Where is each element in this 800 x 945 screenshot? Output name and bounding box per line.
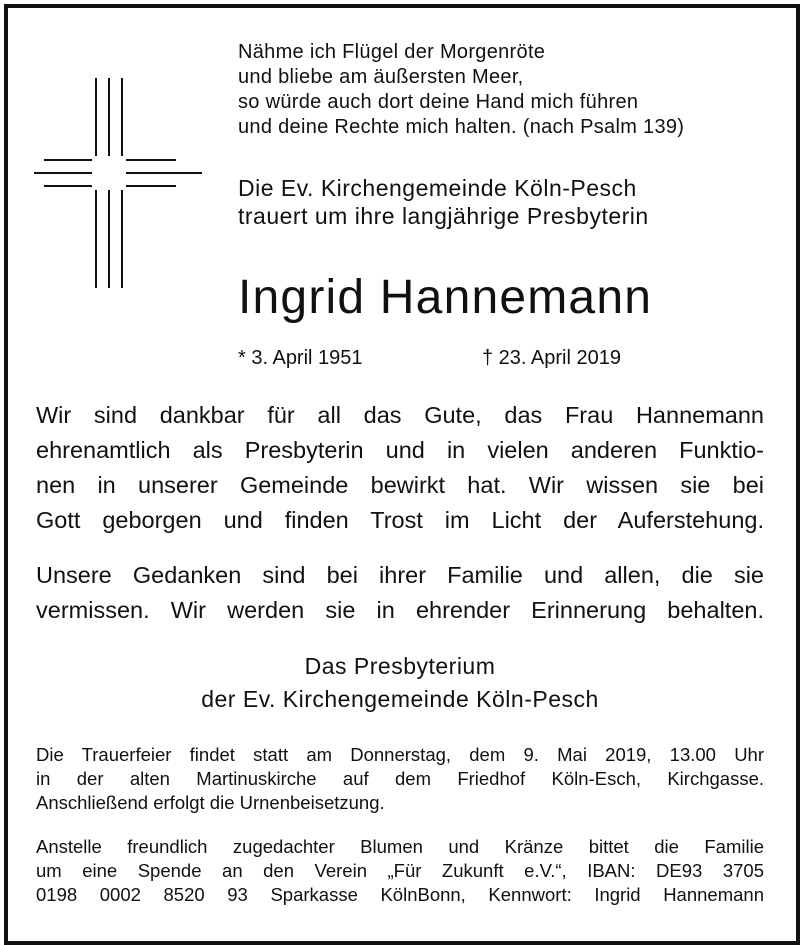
verse-line: und bliebe am äußersten Meer, bbox=[238, 66, 524, 88]
verse-line: und deine Rechte mich halten. (nach Psalm 139) bbox=[238, 116, 685, 138]
birth-date: * 3. April 1951 bbox=[238, 347, 363, 369]
note-line: um eine Spende an den Verein „Für Zukunft e.V.“, IBAN: DE93 3705 bbox=[36, 860, 764, 881]
signature-line: der Ev. Kirchengemeinde Köln-Pesch bbox=[201, 686, 599, 712]
signature bbox=[0, 650, 800, 716]
cross-icon bbox=[30, 78, 206, 298]
intro bbox=[238, 174, 649, 230]
paragraph-line: Gott geborgen und finden Trost im Licht der Auferstehung. bbox=[36, 507, 764, 533]
death-date: † 23. April 2019 bbox=[482, 347, 621, 369]
note-line: Die Trauerfeier findet statt am Donnerstag, dem 9. Mai 2019, 13.00 Uhr bbox=[36, 744, 764, 765]
note-line: Anschließend erfolgt die Urnenbeisetzung. bbox=[36, 792, 385, 813]
signature-line: Das Presbyterium bbox=[304, 653, 496, 679]
thoughts-paragraph bbox=[36, 558, 764, 628]
intro-line: Die Ev. Kirchengemeinde Köln-Pesch bbox=[238, 175, 637, 201]
verse-line: so würde auch dort deine Hand mich führen bbox=[238, 91, 639, 113]
paragraph-line: Wir sind dankbar für all das Gute, das Frau Hannemann bbox=[36, 402, 764, 428]
intro-line: trauert um ihre langjährige Presbyterin bbox=[238, 203, 649, 229]
paragraph-line: ehrenamtlich als Presbyterin und in vielen anderen Funktio- bbox=[36, 437, 764, 463]
note-line: in der alten Martinuskirche auf dem Friedhof Köln-Esch, Kirchgasse. bbox=[36, 768, 764, 789]
deceased-name: Ingrid Hannemann bbox=[238, 271, 653, 324]
note-line: Anstelle freundlich zugedachter Blumen und Kränze bittet die Familie bbox=[36, 836, 764, 857]
verse-line: Nähme ich Flügel der Morgenröte bbox=[238, 41, 546, 63]
gratitude-paragraph bbox=[36, 398, 764, 538]
funeral-note bbox=[36, 743, 764, 815]
paragraph-line: Unsere Gedanken sind bei ihrer Familie und allen, die sie bbox=[36, 562, 764, 588]
paragraph-line: vermissen. Wir werden sie in ehrender Erinnerung behalten. bbox=[36, 597, 764, 623]
donation-note bbox=[36, 835, 764, 907]
paragraph-line: nen in unserer Gemeinde bewirkt hat. Wir wissen sie bei bbox=[36, 472, 764, 498]
verse bbox=[238, 40, 684, 140]
note-line: 0198 0002 8520 93 Sparkasse KölnBonn, Kennwort: Ingrid Hannemann bbox=[36, 884, 764, 905]
